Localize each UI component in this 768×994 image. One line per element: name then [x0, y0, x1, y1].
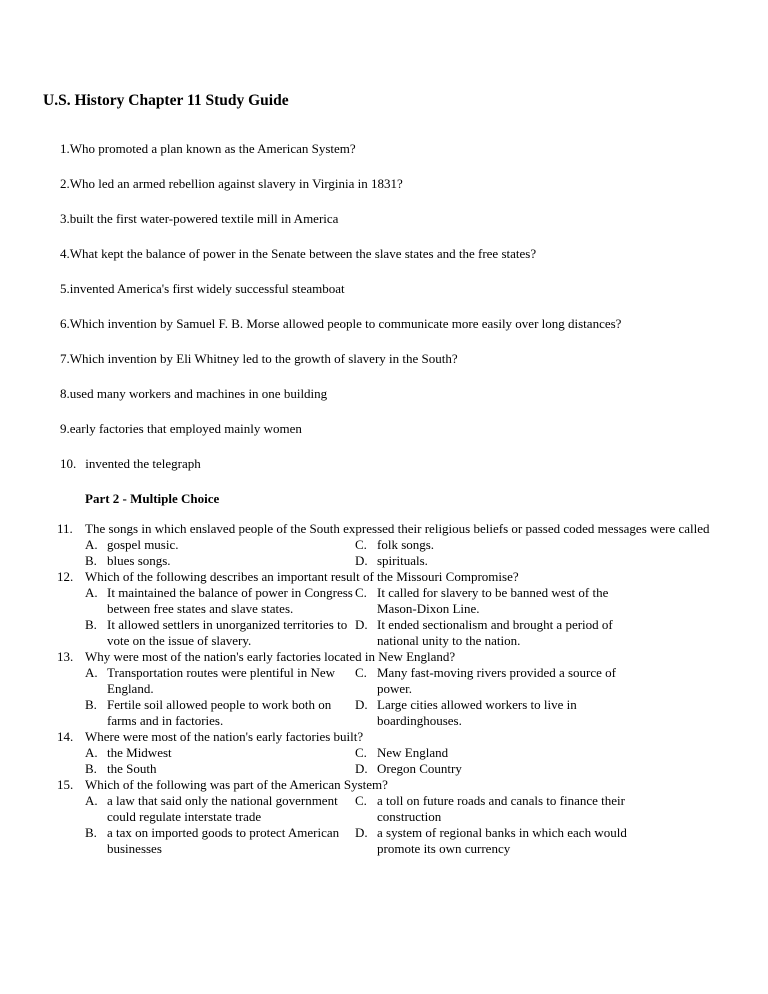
item-number: 3. — [60, 211, 70, 226]
option-letter: C. — [355, 793, 367, 808]
option-letter: A. — [85, 665, 98, 680]
options — [85, 665, 712, 729]
option — [355, 761, 645, 777]
option-letter: D. — [355, 825, 368, 840]
study-guide-item — [60, 351, 712, 367]
option — [85, 553, 355, 569]
item-number: 8. — [60, 386, 70, 401]
option-letter: B. — [85, 761, 97, 776]
option — [355, 585, 645, 617]
option-text: a toll on future roads and canals to finance their construction — [377, 793, 625, 824]
question — [57, 649, 712, 729]
item-text: built the first water-powered textile mill in America — [69, 211, 339, 226]
option-letter: B. — [85, 697, 97, 712]
option-text: Many fast-moving rivers provided a source of power. — [377, 665, 616, 696]
option — [355, 553, 645, 569]
option — [85, 585, 355, 617]
question-number: 13. — [57, 649, 74, 664]
question-text: Which of the following was part of the American System? — [85, 777, 388, 792]
options-left-column — [85, 585, 355, 649]
option-letter: B. — [85, 553, 97, 568]
option-text: gospel music. — [107, 537, 179, 552]
study-guide-item — [60, 421, 712, 437]
question-number: 15. — [57, 777, 74, 792]
option-letter: D. — [355, 761, 368, 776]
item-text: Who led an armed rebellion against slavery in Virginia in 1831? — [69, 176, 403, 191]
option-text: a law that said only the national government could regulate interstate trade — [107, 793, 338, 824]
option-text: Transportation routes were plentiful in New England. — [107, 665, 336, 696]
option-letter: A. — [85, 745, 98, 760]
question — [57, 729, 712, 777]
options-right-column — [355, 793, 645, 857]
option — [85, 761, 355, 777]
item-number: 6. — [60, 316, 70, 331]
option — [355, 793, 645, 825]
study-guide-item — [60, 281, 712, 297]
option — [85, 665, 355, 697]
option-letter: B. — [85, 617, 97, 632]
option-text: the South — [107, 761, 157, 776]
question — [57, 521, 712, 569]
option-letter: C. — [355, 585, 367, 600]
options — [85, 585, 712, 649]
study-guide-item — [60, 456, 712, 472]
option-text: the Midwest — [107, 745, 172, 760]
option-text: a tax on imported goods to protect American businesses — [107, 825, 340, 856]
question-text: The songs in which enslaved people of the South expressed their religious beliefs or passed coded messages were called — [85, 521, 710, 536]
question-number: 11. — [57, 521, 73, 536]
study-guide-item — [60, 246, 712, 262]
option — [355, 745, 645, 761]
item-text: used many workers and machines in one building — [69, 386, 328, 401]
option — [355, 665, 645, 697]
options — [85, 793, 712, 857]
option-letter: C. — [355, 537, 367, 552]
option — [85, 537, 355, 553]
item-text: What kept the balance of power in the Senate between the slave states and the free states? — [69, 246, 537, 261]
options-left-column — [85, 537, 355, 569]
options — [85, 745, 712, 777]
option — [85, 825, 355, 857]
option — [85, 793, 355, 825]
option — [355, 537, 645, 553]
option-text: blues songs. — [107, 553, 171, 568]
option — [355, 697, 645, 729]
part2-heading: Part 2 - Multiple Choice — [85, 491, 220, 506]
option-text: It ended sectionalism and brought a period of national unity to the nation. — [377, 617, 613, 648]
option-text: It allowed settlers in unorganized territories to vote on the issue of slavery. — [107, 617, 348, 648]
option-letter: D. — [355, 617, 368, 632]
option-letter: B. — [85, 825, 97, 840]
question-text: Which of the following describes an important result of the Missouri Compromise? — [85, 569, 519, 584]
option-text: folk songs. — [377, 537, 435, 552]
options — [85, 537, 712, 569]
options-right-column — [355, 585, 645, 649]
question — [57, 777, 712, 857]
page-title: U.S. History Chapter 11 Study Guide — [43, 92, 289, 109]
study-guide-item — [60, 176, 712, 192]
option-text: a system of regional banks in which each would promote its own currency — [377, 825, 627, 856]
option-text: It maintained the balance of power in Congress between free states and slave states. — [107, 585, 353, 616]
question-text: Where were most of the nation's early factories built? — [85, 729, 364, 744]
options-right-column — [355, 537, 645, 569]
study-guide-item — [60, 211, 712, 227]
options-right-column — [355, 745, 645, 777]
item-text: Which invention by Eli Whitney led to the growth of slavery in the South? — [69, 351, 458, 366]
question-number: 14. — [57, 729, 74, 744]
study-guide-item — [60, 316, 712, 332]
question — [57, 569, 712, 649]
item-number: 9. — [60, 421, 70, 436]
item-number: 5. — [60, 281, 70, 296]
item-text: invented America's first widely successful steamboat — [69, 281, 345, 296]
option-letter: C. — [355, 745, 367, 760]
item-number: 1. — [60, 141, 70, 156]
question-number: 12. — [57, 569, 74, 584]
option-text: Large cities allowed workers to live in boardinghouses. — [377, 697, 577, 728]
options-left-column — [85, 665, 355, 729]
option — [355, 617, 645, 649]
options-left-column — [85, 745, 355, 777]
question-text: Why were most of the nation's early factories located in New England? — [85, 649, 456, 664]
item-number: 7. — [60, 351, 70, 366]
option-text: Fertile soil allowed people to work both on farms and in factories. — [107, 697, 332, 728]
options-right-column — [355, 665, 645, 729]
part2-questions — [57, 521, 712, 857]
option — [355, 825, 645, 857]
option — [85, 745, 355, 761]
option-letter: A. — [85, 793, 98, 808]
option-letter: A. — [85, 537, 98, 552]
option — [85, 697, 355, 729]
option-text: New England — [377, 745, 449, 760]
option-text: Oregon Country — [377, 761, 462, 776]
item-text: invented the telegraph — [85, 456, 201, 471]
option-letter: A. — [85, 585, 98, 600]
option-letter: C. — [355, 665, 367, 680]
item-text: Which invention by Samuel F. B. Morse allowed people to communicate more easily over long distances? — [69, 316, 622, 331]
item-number: 10. — [60, 456, 77, 471]
study-guide-item — [60, 386, 712, 402]
option-text: spirituals. — [377, 553, 428, 568]
item-text: early factories that employed mainly women — [69, 421, 302, 436]
item-number: 4. — [60, 246, 70, 261]
item-number: 2. — [60, 176, 70, 191]
option-letter: D. — [355, 553, 368, 568]
study-guide-item — [60, 141, 712, 157]
options-left-column — [85, 793, 355, 857]
option-letter: D. — [355, 697, 368, 712]
option — [85, 617, 355, 649]
option-text: It called for slavery to be banned west of the Mason-Dixon Line. — [377, 585, 609, 616]
part1-list — [60, 141, 712, 472]
item-text: Who promoted a plan known as the American System? — [69, 141, 356, 156]
